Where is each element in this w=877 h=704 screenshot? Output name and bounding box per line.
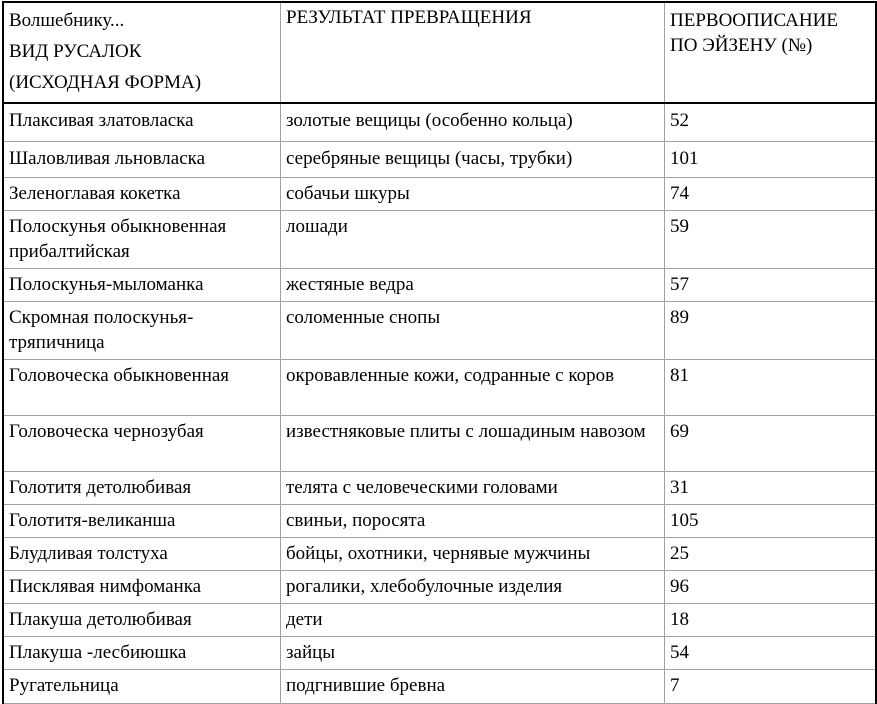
table-row <box>3 302 876 360</box>
result-cell: свиньи, поросята <box>281 505 665 538</box>
number-cell: 31 <box>665 472 877 505</box>
result-cell: известняковые плиты с лошадиным навозом <box>281 416 665 472</box>
table-row <box>3 103 876 142</box>
header-first-description <box>665 2 877 103</box>
table-row <box>3 571 876 604</box>
table-row <box>3 505 876 538</box>
number-cell: 105 <box>665 505 877 538</box>
species-cell: Ругательница <box>3 670 281 704</box>
number-cell: 69 <box>665 416 877 472</box>
table-row <box>3 269 876 302</box>
number-cell: 52 <box>665 103 877 142</box>
table-row <box>3 360 876 416</box>
number-cell: 54 <box>665 637 877 670</box>
result-cell: дети <box>281 604 665 637</box>
result-cell: рогалики, хлебобулочные изделия <box>281 571 665 604</box>
number-cell: 25 <box>665 538 877 571</box>
header-species-line1: Волшебнику... <box>9 10 125 31</box>
result-cell: серебряные вещицы (часы, трубки) <box>281 142 665 178</box>
header-species-line3: (ИСХОДНАЯ ФОРМА) <box>9 72 202 93</box>
result-cell: золотые вещицы (особенно кольца) <box>281 103 665 142</box>
species-cell: Блудливая толстуха <box>3 538 281 571</box>
result-cell: окровавленные кожи, содранные с коров <box>281 360 665 416</box>
number-cell: 74 <box>665 178 877 211</box>
species-cell: Голотитя-великанша <box>3 505 281 538</box>
number-cell: 59 <box>665 211 877 269</box>
species-cell: Плакуша детолюбивая <box>3 604 281 637</box>
number-cell: 89 <box>665 302 877 360</box>
header-species-line2: ВИД РУСАЛОК <box>9 41 142 62</box>
table-row <box>3 604 876 637</box>
result-cell: жестяные ведра <box>281 269 665 302</box>
header-first-description-line1: ПЕРВООПИСАНИЕ <box>670 10 838 31</box>
species-cell: Головоческа обыкновенная <box>3 360 281 416</box>
table-row <box>3 538 876 571</box>
species-cell: Полоскунья-мыломанка <box>3 269 281 302</box>
number-cell: 101 <box>665 142 877 178</box>
mermaid-transformation-table <box>2 1 877 704</box>
number-cell: 7 <box>665 670 877 704</box>
number-cell: 57 <box>665 269 877 302</box>
table-row <box>3 178 876 211</box>
number-cell: 96 <box>665 571 877 604</box>
species-cell: Плаксивая златовласка <box>3 103 281 142</box>
species-cell: Писклявая нимфоманка <box>3 571 281 604</box>
result-cell: подгнившие бревна <box>281 670 665 704</box>
result-cell: зайцы <box>281 637 665 670</box>
species-cell: Полоскунья обыкновенная прибалтийская <box>3 211 281 269</box>
result-cell: лошади <box>281 211 665 269</box>
result-cell: собачьи шкуры <box>281 178 665 211</box>
table-row <box>3 670 876 704</box>
result-cell: телята с человеческими головами <box>281 472 665 505</box>
result-cell: бойцы, охотники, чернявые мужчины <box>281 538 665 571</box>
header-species <box>3 2 281 103</box>
table-header-row <box>3 2 876 103</box>
species-cell: Голотитя детолюбивая <box>3 472 281 505</box>
table-row <box>3 472 876 505</box>
header-result: РЕЗУЛЬТАТ ПРЕВРАЩЕНИЯ <box>281 2 665 103</box>
species-cell: Зеленоглавая кокетка <box>3 178 281 211</box>
table-row <box>3 637 876 670</box>
header-first-description-line2: ПО ЭЙЗЕНУ (№) <box>670 35 813 56</box>
number-cell: 81 <box>665 360 877 416</box>
table-row <box>3 142 876 178</box>
species-cell: Головоческа чернозубая <box>3 416 281 472</box>
table-row <box>3 211 876 269</box>
number-cell: 18 <box>665 604 877 637</box>
species-cell: Шаловливая льновласка <box>3 142 281 178</box>
species-cell: Плакуша -лесбиюшка <box>3 637 281 670</box>
species-cell: Скромная полоскунья-тряпичница <box>3 302 281 360</box>
result-cell: соломенные снопы <box>281 302 665 360</box>
table-row <box>3 416 876 472</box>
